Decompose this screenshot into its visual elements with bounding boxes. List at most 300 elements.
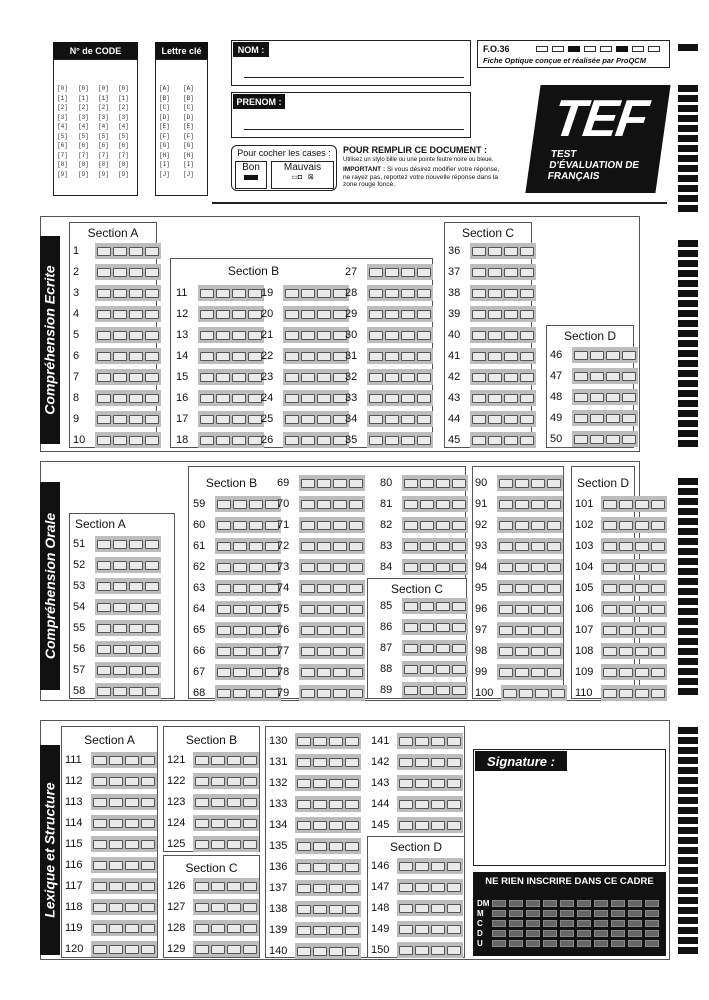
answer-bubble[interactable] <box>603 647 617 656</box>
answer-bubble[interactable] <box>547 626 561 635</box>
answer-bubble[interactable] <box>297 779 311 788</box>
answer-bubble[interactable] <box>113 666 127 675</box>
answer-bubble[interactable] <box>547 647 561 656</box>
answer-bubble[interactable] <box>520 352 534 361</box>
answer-bubble[interactable] <box>217 521 231 530</box>
answer-bubble[interactable] <box>97 289 111 298</box>
answer-bubble[interactable] <box>520 394 534 403</box>
answer-bubble[interactable] <box>431 946 445 955</box>
answer-bubble[interactable] <box>301 689 315 698</box>
answer-bubble[interactable] <box>301 626 315 635</box>
answer-bubble[interactable] <box>503 689 517 698</box>
answer-bubble[interactable] <box>297 947 311 956</box>
answer-bubble[interactable] <box>317 394 331 403</box>
answer-bubble[interactable] <box>317 689 331 698</box>
answer-bubble[interactable] <box>145 289 159 298</box>
answer-bubble[interactable] <box>97 540 111 549</box>
answer-bubble[interactable] <box>313 800 327 809</box>
answer-bubble[interactable] <box>520 289 534 298</box>
answer-bubble[interactable] <box>606 435 620 444</box>
answer-bubble[interactable] <box>333 542 347 551</box>
answer-bubble[interactable] <box>233 500 247 509</box>
key-grid[interactable] <box>155 59 208 196</box>
answer-bubble[interactable] <box>488 373 502 382</box>
answer-bubble[interactable] <box>606 414 620 423</box>
code-grid[interactable] <box>53 59 138 196</box>
answer-bubble[interactable] <box>499 500 513 509</box>
answer-bubble[interactable] <box>145 310 159 319</box>
answer-bubble[interactable] <box>216 394 230 403</box>
answer-bubble[interactable] <box>574 393 588 402</box>
answer-bubble[interactable] <box>216 310 230 319</box>
answer-bubble[interactable] <box>333 584 347 593</box>
answer-bubble[interactable] <box>129 436 143 445</box>
answer-bubble[interactable] <box>472 310 486 319</box>
answer-bubble[interactable] <box>431 883 445 892</box>
answer-bubble[interactable] <box>217 689 231 698</box>
answer-bubble[interactable] <box>417 331 431 340</box>
answer-bubble[interactable] <box>531 542 545 551</box>
answer-bubble[interactable] <box>447 904 461 913</box>
answer-bubble[interactable] <box>404 500 418 509</box>
answer-bubble[interactable] <box>301 500 315 509</box>
answer-bubble[interactable] <box>145 603 159 612</box>
answer-bubble[interactable] <box>317 542 331 551</box>
answer-bubble[interactable] <box>622 372 636 381</box>
answer-bubble[interactable] <box>93 882 107 891</box>
answer-bubble[interactable] <box>619 647 633 656</box>
answer-bubble[interactable] <box>129 582 143 591</box>
answer-bubble[interactable] <box>385 415 399 424</box>
answer-bubble[interactable] <box>113 289 127 298</box>
answer-bubble[interactable] <box>93 756 107 765</box>
answer-bubble[interactable] <box>499 584 513 593</box>
answer-bubble[interactable] <box>635 584 649 593</box>
answer-bubble[interactable] <box>113 436 127 445</box>
answer-bubble[interactable] <box>369 310 383 319</box>
answer-bubble[interactable] <box>369 394 383 403</box>
answer-bubble[interactable] <box>232 331 246 340</box>
answer-bubble[interactable] <box>436 623 450 632</box>
answer-bubble[interactable] <box>603 605 617 614</box>
answer-bubble[interactable] <box>417 289 431 298</box>
answer-bubble[interactable] <box>606 393 620 402</box>
answer-bubble[interactable] <box>97 666 111 675</box>
answer-bubble[interactable] <box>345 842 359 851</box>
answer-bubble[interactable] <box>232 310 246 319</box>
answer-bubble[interactable] <box>635 689 649 698</box>
answer-bubble[interactable] <box>333 500 347 509</box>
answer-bubble[interactable] <box>129 603 143 612</box>
answer-bubble[interactable] <box>232 436 246 445</box>
answer-bubble[interactable] <box>211 882 225 891</box>
answer-bubble[interactable] <box>109 798 123 807</box>
answer-bubble[interactable] <box>515 605 529 614</box>
answer-bubble[interactable] <box>619 626 633 635</box>
answer-bubble[interactable] <box>431 800 445 809</box>
answer-bubble[interactable] <box>93 798 107 807</box>
answer-bubble[interactable] <box>651 605 665 614</box>
answer-bubble[interactable] <box>385 373 399 382</box>
answer-bubble[interactable] <box>415 862 429 871</box>
answer-bubble[interactable] <box>217 668 231 677</box>
answer-bubble[interactable] <box>349 563 363 572</box>
answer-bubble[interactable] <box>574 414 588 423</box>
answer-bubble[interactable] <box>635 605 649 614</box>
answer-bubble[interactable] <box>249 668 263 677</box>
answer-bubble[interactable] <box>590 372 604 381</box>
signature-box[interactable] <box>473 749 666 866</box>
answer-bubble[interactable] <box>200 373 214 382</box>
answer-bubble[interactable] <box>519 689 533 698</box>
answer-bubble[interactable] <box>297 926 311 935</box>
answer-bubble[interactable] <box>515 668 529 677</box>
answer-bubble[interactable] <box>385 268 399 277</box>
answer-bubble[interactable] <box>301 563 315 572</box>
answer-bubble[interactable] <box>301 352 315 361</box>
answer-bubble[interactable] <box>301 415 315 424</box>
answer-bubble[interactable] <box>113 687 127 696</box>
answer-bubble[interactable] <box>574 351 588 360</box>
answer-bubble[interactable] <box>651 500 665 509</box>
answer-bubble[interactable] <box>619 521 633 530</box>
answer-bubble[interactable] <box>109 756 123 765</box>
answer-bubble[interactable] <box>345 926 359 935</box>
answer-bubble[interactable] <box>603 626 617 635</box>
answer-bubble[interactable] <box>504 331 518 340</box>
answer-bubble[interactable] <box>329 821 343 830</box>
answer-bubble[interactable] <box>301 436 315 445</box>
answer-bubble[interactable] <box>622 393 636 402</box>
answer-bubble[interactable] <box>301 289 315 298</box>
answer-bubble[interactable] <box>97 373 111 382</box>
answer-bubble[interactable] <box>452 542 466 551</box>
answer-bubble[interactable] <box>431 758 445 767</box>
answer-bubble[interactable] <box>369 268 383 277</box>
answer-bubble[interactable] <box>129 352 143 361</box>
answer-bubble[interactable] <box>113 540 127 549</box>
answer-bubble[interactable] <box>345 884 359 893</box>
answer-bubble[interactable] <box>248 289 262 298</box>
answer-bubble[interactable] <box>447 737 461 746</box>
answer-bubble[interactable] <box>113 582 127 591</box>
answer-bubble[interactable] <box>436 563 450 572</box>
answer-bubble[interactable] <box>520 247 534 256</box>
answer-bubble[interactable] <box>651 521 665 530</box>
answer-bubble[interactable] <box>520 373 534 382</box>
answer-bubble[interactable] <box>472 394 486 403</box>
answer-bubble[interactable] <box>232 415 246 424</box>
answer-bubble[interactable] <box>125 819 139 828</box>
answer-bubble[interactable] <box>141 819 155 828</box>
answer-bubble[interactable] <box>404 665 418 674</box>
answer-bubble[interactable] <box>504 310 518 319</box>
answer-bubble[interactable] <box>369 373 383 382</box>
answer-bubble[interactable] <box>129 268 143 277</box>
answer-bubble[interactable] <box>313 905 327 914</box>
answer-bubble[interactable] <box>420 542 434 551</box>
answer-bubble[interactable] <box>420 623 434 632</box>
answer-bubble[interactable] <box>217 584 231 593</box>
answer-bubble[interactable] <box>417 310 431 319</box>
answer-bubble[interactable] <box>129 540 143 549</box>
answer-bubble[interactable] <box>248 415 262 424</box>
answer-bubble[interactable] <box>499 605 513 614</box>
answer-bubble[interactable] <box>301 331 315 340</box>
answer-bubble[interactable] <box>248 331 262 340</box>
answer-bubble[interactable] <box>109 945 123 954</box>
answer-bubble[interactable] <box>420 602 434 611</box>
answer-bubble[interactable] <box>385 394 399 403</box>
answer-bubble[interactable] <box>329 779 343 788</box>
answer-bubble[interactable] <box>109 777 123 786</box>
answer-bubble[interactable] <box>97 582 111 591</box>
answer-bubble[interactable] <box>285 373 299 382</box>
answer-bubble[interactable] <box>420 500 434 509</box>
answer-bubble[interactable] <box>317 500 331 509</box>
answer-bubble[interactable] <box>249 626 263 635</box>
answer-bubble[interactable] <box>195 756 209 765</box>
answer-bubble[interactable] <box>590 351 604 360</box>
answer-bubble[interactable] <box>488 352 502 361</box>
answer-bubble[interactable] <box>420 563 434 572</box>
answer-bubble[interactable] <box>399 779 413 788</box>
answer-bubble[interactable] <box>216 436 230 445</box>
answer-bubble[interactable] <box>211 840 225 849</box>
answer-bubble[interactable] <box>317 521 331 530</box>
answer-bubble[interactable] <box>574 435 588 444</box>
answer-bubble[interactable] <box>249 689 263 698</box>
answer-bubble[interactable] <box>349 647 363 656</box>
answer-bubble[interactable] <box>297 758 311 767</box>
answer-bubble[interactable] <box>233 542 247 551</box>
answer-bubble[interactable] <box>233 689 247 698</box>
answer-bubble[interactable] <box>109 840 123 849</box>
answer-bubble[interactable] <box>399 758 413 767</box>
answer-bubble[interactable] <box>401 310 415 319</box>
answer-bubble[interactable] <box>301 394 315 403</box>
answer-bubble[interactable] <box>145 268 159 277</box>
answer-bubble[interactable] <box>431 821 445 830</box>
answer-bubble[interactable] <box>248 373 262 382</box>
answer-bubble[interactable] <box>97 310 111 319</box>
answer-bubble[interactable] <box>243 819 257 828</box>
answer-bubble[interactable] <box>619 584 633 593</box>
answer-bubble[interactable] <box>216 373 230 382</box>
answer-bubble[interactable] <box>211 924 225 933</box>
answer-bubble[interactable] <box>452 602 466 611</box>
answer-bubble[interactable] <box>333 563 347 572</box>
answer-bubble[interactable] <box>93 924 107 933</box>
answer-bubble[interactable] <box>97 394 111 403</box>
answer-bubble[interactable] <box>531 563 545 572</box>
answer-bubble[interactable] <box>248 394 262 403</box>
answer-bubble[interactable] <box>431 737 445 746</box>
answer-bubble[interactable] <box>216 331 230 340</box>
answer-bubble[interactable] <box>227 945 241 954</box>
answer-bubble[interactable] <box>349 500 363 509</box>
answer-bubble[interactable] <box>195 798 209 807</box>
answer-bubble[interactable] <box>145 436 159 445</box>
answer-bubble[interactable] <box>227 777 241 786</box>
answer-bubble[interactable] <box>243 777 257 786</box>
answer-bubble[interactable] <box>129 415 143 424</box>
answer-bubble[interactable] <box>200 310 214 319</box>
answer-bubble[interactable] <box>113 373 127 382</box>
answer-bubble[interactable] <box>447 925 461 934</box>
answer-bubble[interactable] <box>520 310 534 319</box>
answer-bubble[interactable] <box>349 689 363 698</box>
answer-bubble[interactable] <box>297 863 311 872</box>
answer-bubble[interactable] <box>285 394 299 403</box>
answer-bubble[interactable] <box>333 668 347 677</box>
answer-bubble[interactable] <box>472 373 486 382</box>
answer-bubble[interactable] <box>436 602 450 611</box>
answer-bubble[interactable] <box>603 563 617 572</box>
answer-bubble[interactable] <box>113 268 127 277</box>
answer-bubble[interactable] <box>606 372 620 381</box>
answer-bubble[interactable] <box>452 521 466 530</box>
answer-bubble[interactable] <box>97 331 111 340</box>
answer-bubble[interactable] <box>329 905 343 914</box>
answer-bubble[interactable] <box>349 521 363 530</box>
answer-bubble[interactable] <box>399 821 413 830</box>
answer-bubble[interactable] <box>297 800 311 809</box>
answer-bubble[interactable] <box>404 563 418 572</box>
answer-bubble[interactable] <box>603 500 617 509</box>
answer-bubble[interactable] <box>113 352 127 361</box>
answer-bubble[interactable] <box>232 289 246 298</box>
answer-bubble[interactable] <box>243 840 257 849</box>
answer-bubble[interactable] <box>417 268 431 277</box>
answer-bubble[interactable] <box>452 500 466 509</box>
answer-bubble[interactable] <box>125 903 139 912</box>
answer-bubble[interactable] <box>297 842 311 851</box>
answer-bubble[interactable] <box>211 777 225 786</box>
answer-bubble[interactable] <box>515 563 529 572</box>
answer-bubble[interactable] <box>145 373 159 382</box>
answer-bubble[interactable] <box>472 436 486 445</box>
answer-bubble[interactable] <box>113 331 127 340</box>
answer-bubble[interactable] <box>369 415 383 424</box>
answer-bubble[interactable] <box>125 756 139 765</box>
answer-bubble[interactable] <box>109 882 123 891</box>
answer-bubble[interactable] <box>472 247 486 256</box>
answer-bubble[interactable] <box>301 373 315 382</box>
answer-bubble[interactable] <box>145 247 159 256</box>
answer-bubble[interactable] <box>547 542 561 551</box>
answer-bubble[interactable] <box>243 882 257 891</box>
answer-bubble[interactable] <box>97 561 111 570</box>
answer-bubble[interactable] <box>317 331 331 340</box>
answer-bubble[interactable] <box>635 500 649 509</box>
answer-bubble[interactable] <box>504 352 518 361</box>
answer-bubble[interactable] <box>145 666 159 675</box>
answer-bubble[interactable] <box>145 561 159 570</box>
answer-bubble[interactable] <box>243 798 257 807</box>
answer-bubble[interactable] <box>401 289 415 298</box>
answer-bubble[interactable] <box>404 686 418 695</box>
answer-bubble[interactable] <box>195 945 209 954</box>
answer-bubble[interactable] <box>249 521 263 530</box>
answer-bubble[interactable] <box>369 352 383 361</box>
answer-bubble[interactable] <box>333 689 347 698</box>
answer-bubble[interactable] <box>436 500 450 509</box>
answer-bubble[interactable] <box>217 563 231 572</box>
answer-bubble[interactable] <box>404 623 418 632</box>
answer-bubble[interactable] <box>420 665 434 674</box>
answer-bubble[interactable] <box>385 331 399 340</box>
answer-bubble[interactable] <box>297 737 311 746</box>
answer-bubble[interactable] <box>345 905 359 914</box>
answer-bubble[interactable] <box>329 884 343 893</box>
answer-bubble[interactable] <box>504 247 518 256</box>
answer-bubble[interactable] <box>145 582 159 591</box>
answer-bubble[interactable] <box>248 436 262 445</box>
answer-bubble[interactable] <box>447 946 461 955</box>
answer-bubble[interactable] <box>499 668 513 677</box>
answer-bubble[interactable] <box>93 840 107 849</box>
answer-bubble[interactable] <box>97 268 111 277</box>
answer-bubble[interactable] <box>436 479 450 488</box>
answer-bubble[interactable] <box>515 584 529 593</box>
answer-bubble[interactable] <box>349 668 363 677</box>
answer-bubble[interactable] <box>651 668 665 677</box>
answer-bubble[interactable] <box>227 819 241 828</box>
answer-bubble[interactable] <box>385 310 399 319</box>
answer-bubble[interactable] <box>317 584 331 593</box>
answer-bubble[interactable] <box>125 798 139 807</box>
answer-bubble[interactable] <box>141 756 155 765</box>
answer-bubble[interactable] <box>531 521 545 530</box>
answer-bubble[interactable] <box>452 665 466 674</box>
answer-bubble[interactable] <box>313 947 327 956</box>
answer-bubble[interactable] <box>141 840 155 849</box>
answer-bubble[interactable] <box>200 352 214 361</box>
answer-bubble[interactable] <box>385 352 399 361</box>
answer-bubble[interactable] <box>301 479 315 488</box>
answer-bubble[interactable] <box>129 331 143 340</box>
answer-bubble[interactable] <box>420 686 434 695</box>
answer-bubble[interactable] <box>233 521 247 530</box>
answer-bubble[interactable] <box>329 926 343 935</box>
answer-bubble[interactable] <box>317 352 331 361</box>
answer-bubble[interactable] <box>195 882 209 891</box>
answer-bubble[interactable] <box>227 756 241 765</box>
answer-bubble[interactable] <box>317 289 331 298</box>
answer-bubble[interactable] <box>217 605 231 614</box>
answer-bubble[interactable] <box>488 331 502 340</box>
answer-bubble[interactable] <box>129 373 143 382</box>
answer-bubble[interactable] <box>531 647 545 656</box>
answer-bubble[interactable] <box>97 247 111 256</box>
answer-bubble[interactable] <box>415 925 429 934</box>
answer-bubble[interactable] <box>436 644 450 653</box>
answer-bubble[interactable] <box>436 521 450 530</box>
answer-bubble[interactable] <box>385 436 399 445</box>
answer-bubble[interactable] <box>195 840 209 849</box>
answer-bubble[interactable] <box>531 584 545 593</box>
answer-bubble[interactable] <box>385 289 399 298</box>
answer-bubble[interactable] <box>317 373 331 382</box>
answer-bubble[interactable] <box>333 626 347 635</box>
answer-bubble[interactable] <box>431 862 445 871</box>
answer-bubble[interactable] <box>93 945 107 954</box>
answer-bubble[interactable] <box>243 756 257 765</box>
answer-bubble[interactable] <box>472 268 486 277</box>
answer-bubble[interactable] <box>452 686 466 695</box>
answer-bubble[interactable] <box>243 903 257 912</box>
